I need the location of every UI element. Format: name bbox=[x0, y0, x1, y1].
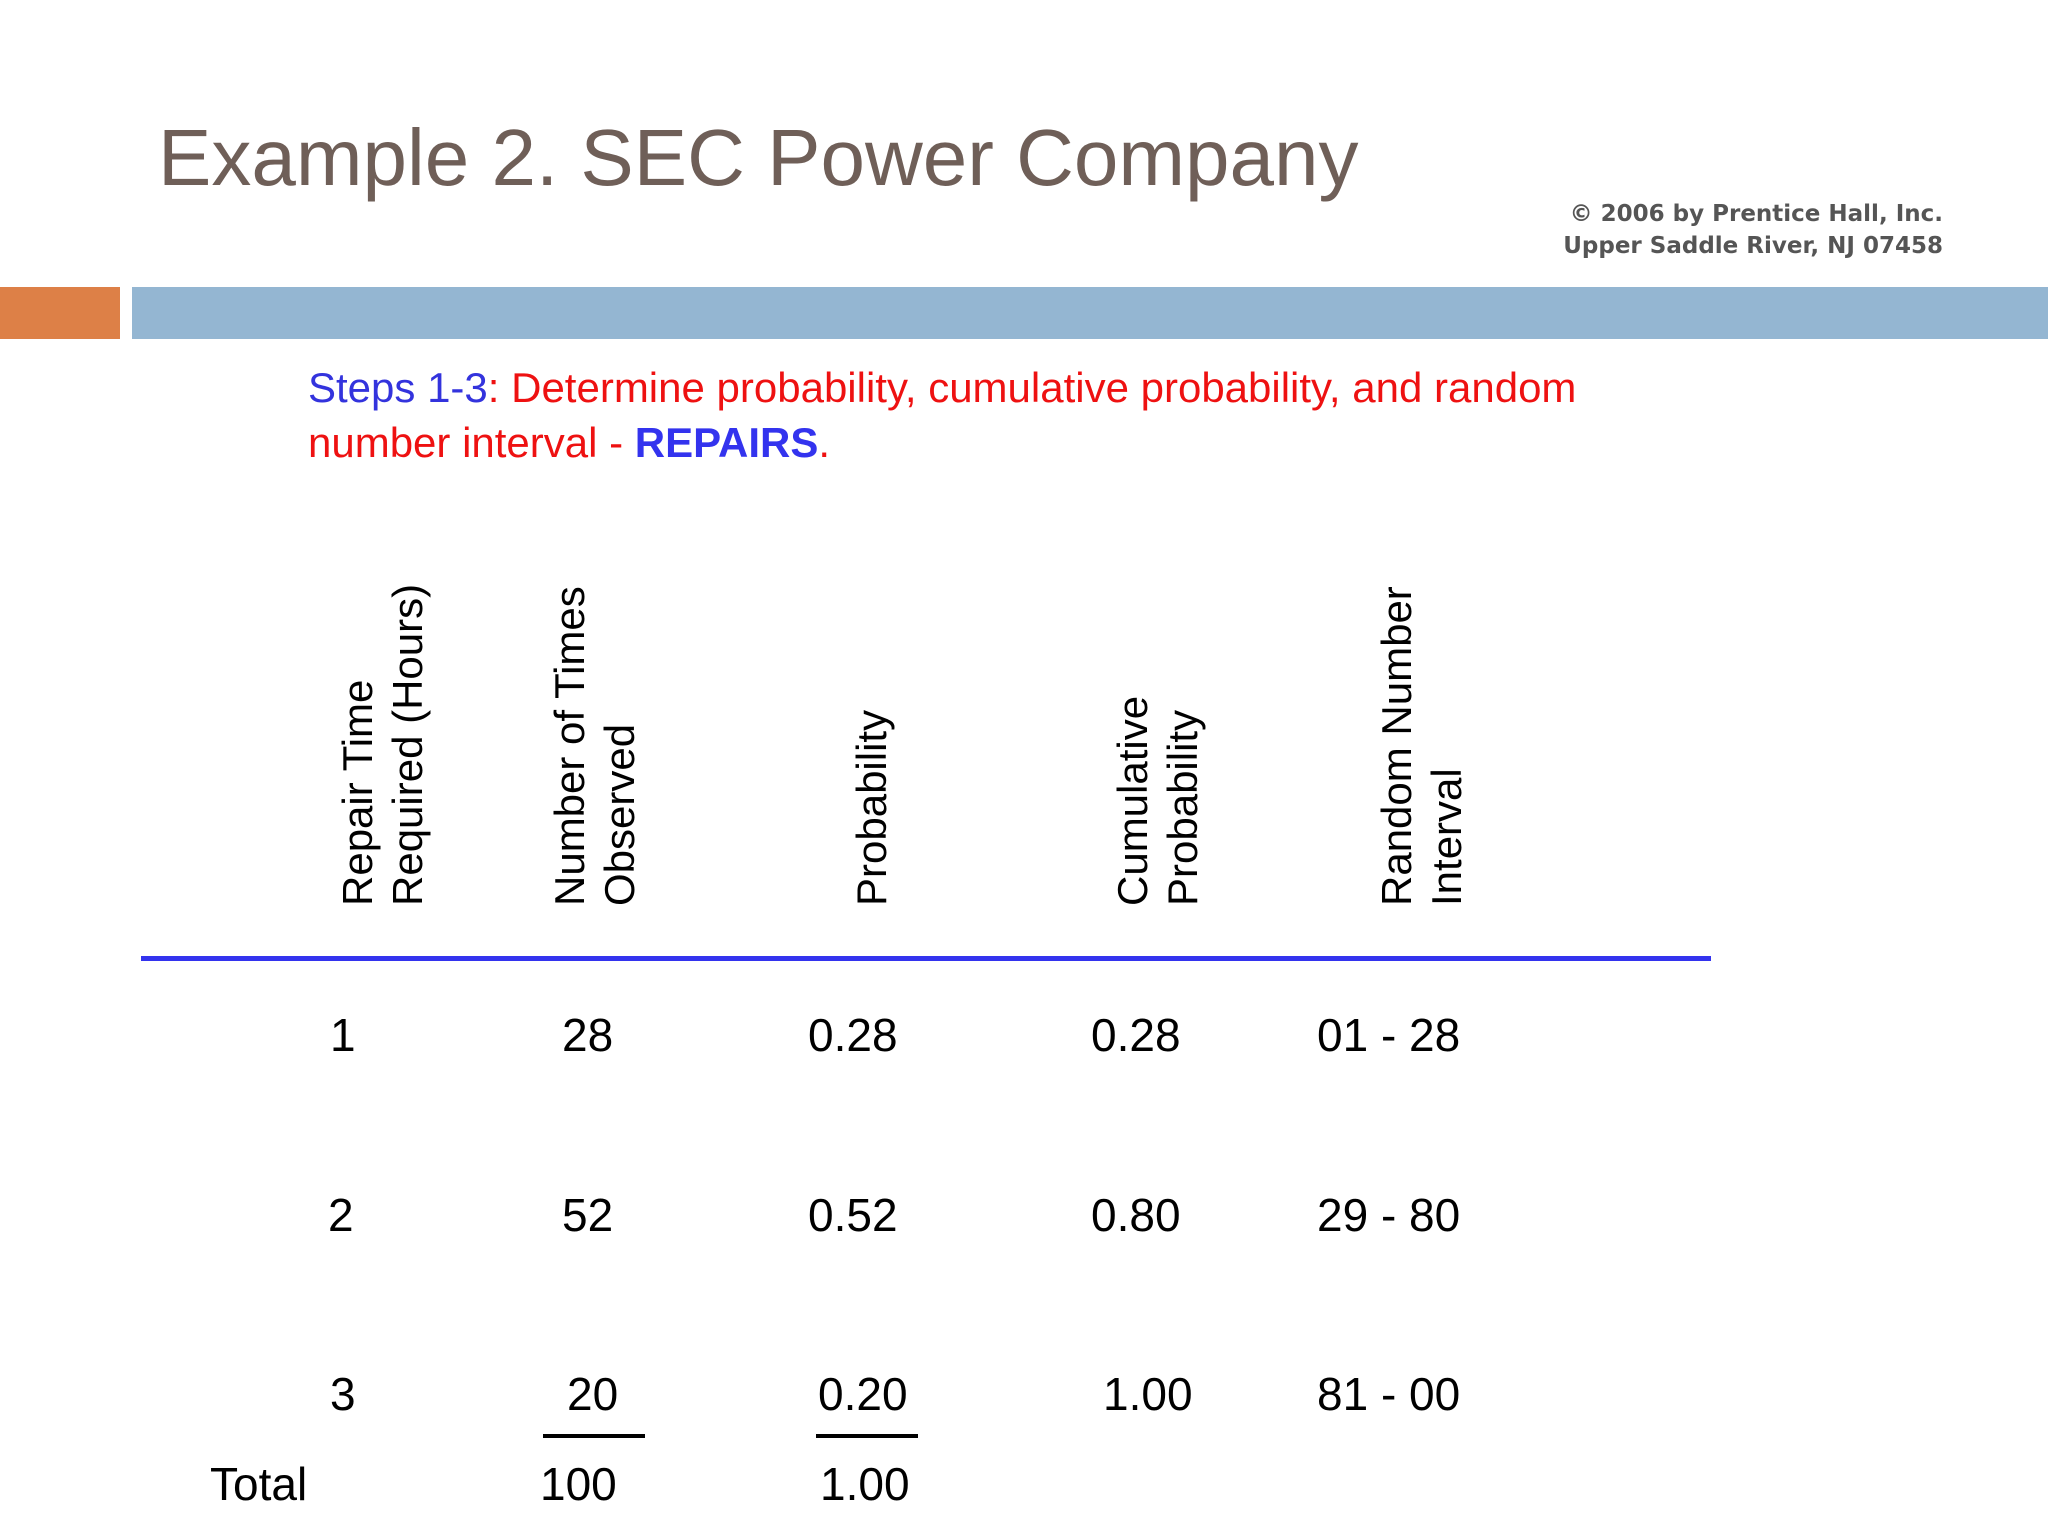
header-times-observed-line1: Number of Times bbox=[546, 586, 593, 906]
row1-interval: 01 - 28 bbox=[1317, 1009, 1461, 1061]
header-cumulative-line1: Cumulative bbox=[1109, 695, 1156, 906]
header-interval-line2: Interval bbox=[1423, 768, 1470, 906]
copyright-line-1: © 2006 by Prentice Hall, Inc. bbox=[1569, 201, 1943, 227]
header-random-number-interval bbox=[1372, 586, 1472, 906]
total-label: Total bbox=[210, 1458, 308, 1510]
total-probability: 1.00 bbox=[820, 1458, 910, 1510]
header-times-observed-line2: Observed bbox=[596, 723, 643, 906]
row3-probability: 0.20 bbox=[818, 1368, 908, 1420]
row2-times-observed: 52 bbox=[562, 1189, 614, 1241]
row1-cumulative: 0.28 bbox=[1091, 1009, 1181, 1061]
row3-cumulative: 1.00 bbox=[1103, 1368, 1193, 1420]
header-repair-time-line2: Required (Hours) bbox=[384, 583, 431, 906]
row3-times-observed: 20 bbox=[567, 1368, 619, 1420]
slide-title: Example 2. SEC Power Company bbox=[158, 113, 1359, 202]
row2-repair-time: 2 bbox=[328, 1189, 354, 1241]
steps-colon: : bbox=[487, 364, 500, 411]
header-times-observed bbox=[545, 586, 645, 906]
row1-probability: 0.28 bbox=[808, 1009, 898, 1061]
steps-description: Determine probability, cumulative probability, and random number interval - bbox=[308, 364, 1577, 466]
copyright-notice bbox=[1563, 198, 1943, 262]
header-repair-time bbox=[333, 584, 433, 906]
header-probability-line1: Probability bbox=[848, 709, 895, 906]
header-cumulative-line2: Probability bbox=[1159, 709, 1206, 906]
header-interval-line1: Random Number bbox=[1373, 586, 1420, 906]
times-observed-sum-rule bbox=[543, 1434, 645, 1438]
steps-period: . bbox=[818, 419, 831, 466]
row2-probability: 0.52 bbox=[808, 1189, 898, 1241]
header-probability bbox=[847, 710, 897, 906]
accent-bar-blue bbox=[132, 287, 2048, 339]
steps-subtitle bbox=[308, 360, 1608, 470]
steps-emphasis: REPAIRS bbox=[634, 419, 819, 466]
row3-repair-time: 3 bbox=[330, 1368, 356, 1420]
header-repair-time-line1: Repair Time bbox=[334, 679, 381, 906]
copyright-line-2: Upper Saddle River, NJ 07458 bbox=[1563, 233, 1943, 259]
row1-times-observed: 28 bbox=[562, 1009, 614, 1061]
header-rule bbox=[141, 956, 1711, 961]
row2-interval: 29 - 80 bbox=[1317, 1189, 1461, 1241]
row3-interval: 81 - 00 bbox=[1317, 1368, 1461, 1420]
accent-bar-orange bbox=[0, 287, 120, 339]
header-cumulative-probability bbox=[1108, 696, 1208, 906]
steps-label: Steps 1-3 bbox=[308, 364, 488, 411]
total-times-observed: 100 bbox=[540, 1458, 617, 1510]
row1-repair-time: 1 bbox=[330, 1009, 356, 1061]
probability-sum-rule bbox=[816, 1434, 918, 1438]
row2-cumulative: 0.80 bbox=[1091, 1189, 1181, 1241]
